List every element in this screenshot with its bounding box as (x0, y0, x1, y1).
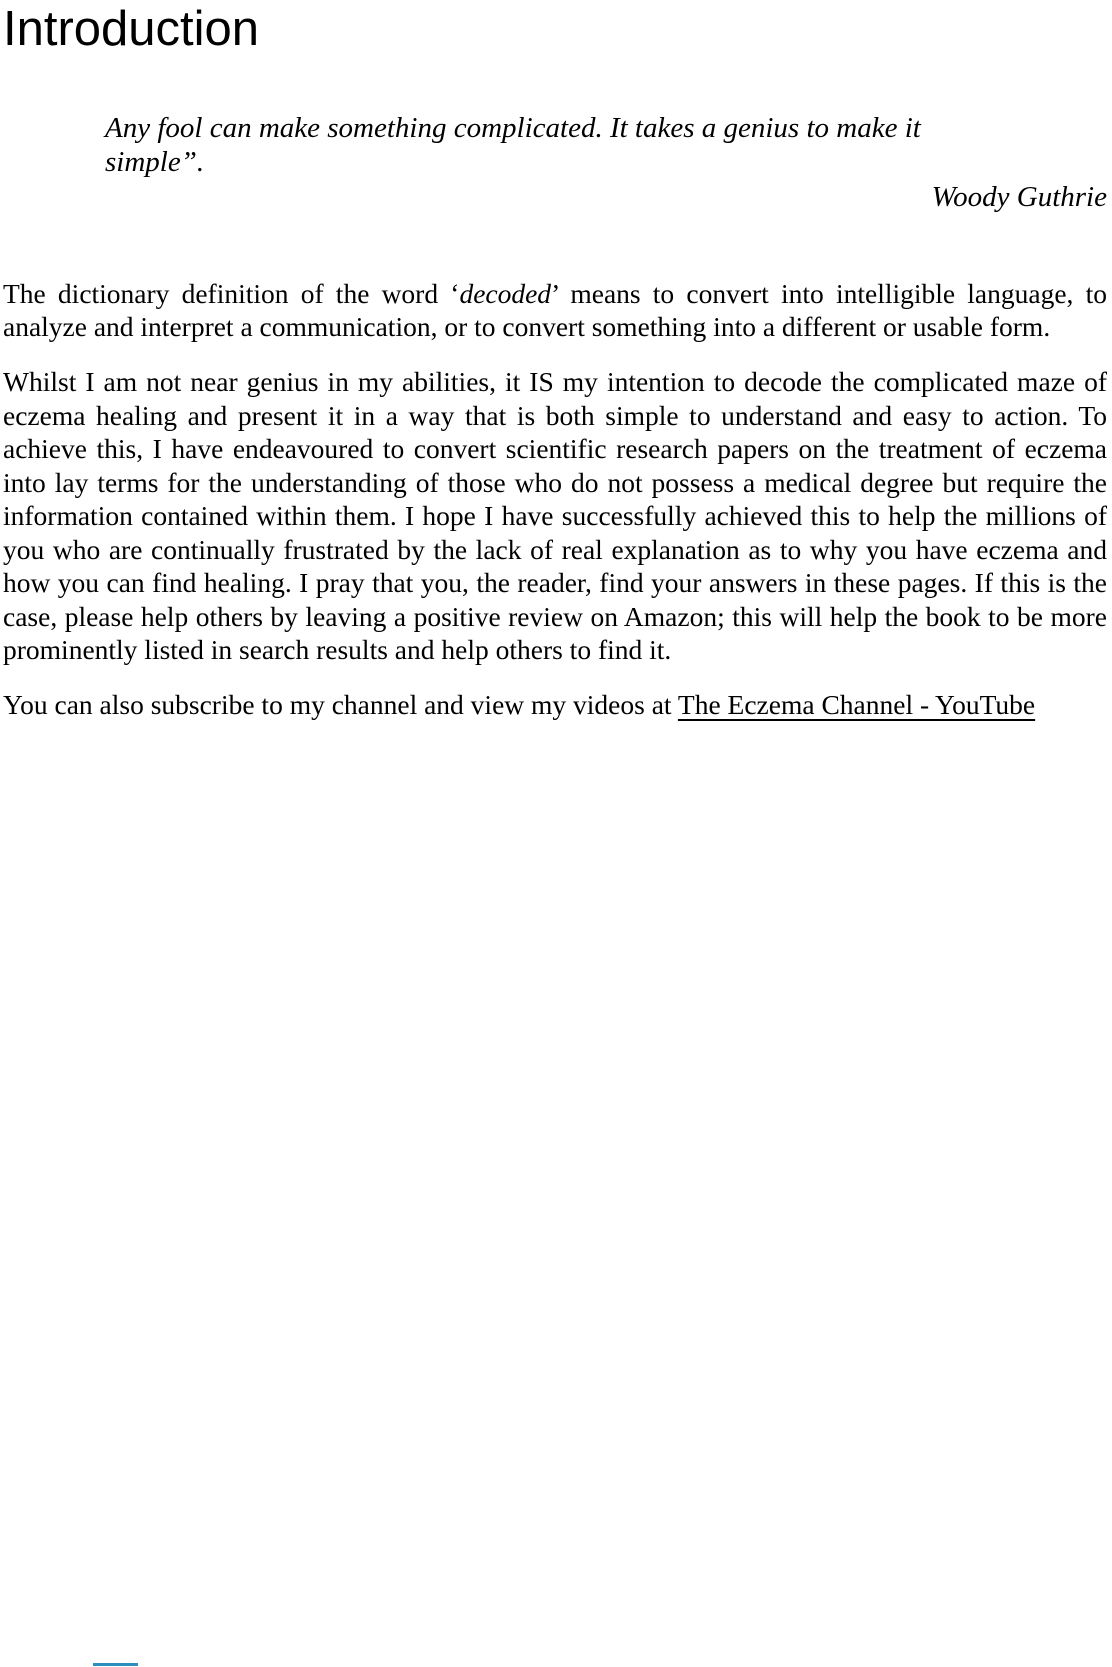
body-text (3, 277, 1107, 722)
eczema-channel-youtube-link[interactable]: The Eczema Channel - YouTube (677, 689, 1036, 721)
page-title: Introduction (3, 2, 260, 56)
paragraph-definition (3, 277, 1107, 344)
paragraph-subscribe-before: You can also subscribe to my channel and view my videos at (3, 689, 678, 721)
emphasized-word-decoded: decoded (459, 277, 552, 309)
paragraph-definition-before: The dictionary definition of the word ‘ (3, 277, 460, 309)
paragraph-subscribe (3, 688, 1107, 722)
paragraph-intent: Whilst I am not near genius in my abilities, it IS my intention to decode the complicated maze of eczema healing and present it in a way that is both simple to understand and easy to action. To achieve this, I have endeavoured to convert scientific research papers on the treatment of eczema into lay terms for the understanding of those who do not possess a medical degree but require the information contained within them. I hope I have successfully achieved this to help the millions of you who are continually frustrated by the lack of real explanation as to why you have eczema and how you can find healing. I pray that you, the reader, find your answers in these pages. If this is the case, please help others by leaving a positive review on Amazon; this will help the book to be more prominently listed in search results and help others to find it. (3, 366, 1107, 666)
paragraph-definition-after: ’ means to convert into intelligible language, to analyze and interpret a communication, or to convert something into a different or usable form. (3, 277, 1107, 343)
clipped-content-fragment (93, 1663, 138, 1666)
quote-block (105, 111, 1107, 214)
quote-attribution: Woody Guthrie (931, 180, 1107, 213)
quote-text: Any fool can make something complicated. It takes a genius to make it simple”. (105, 111, 921, 178)
